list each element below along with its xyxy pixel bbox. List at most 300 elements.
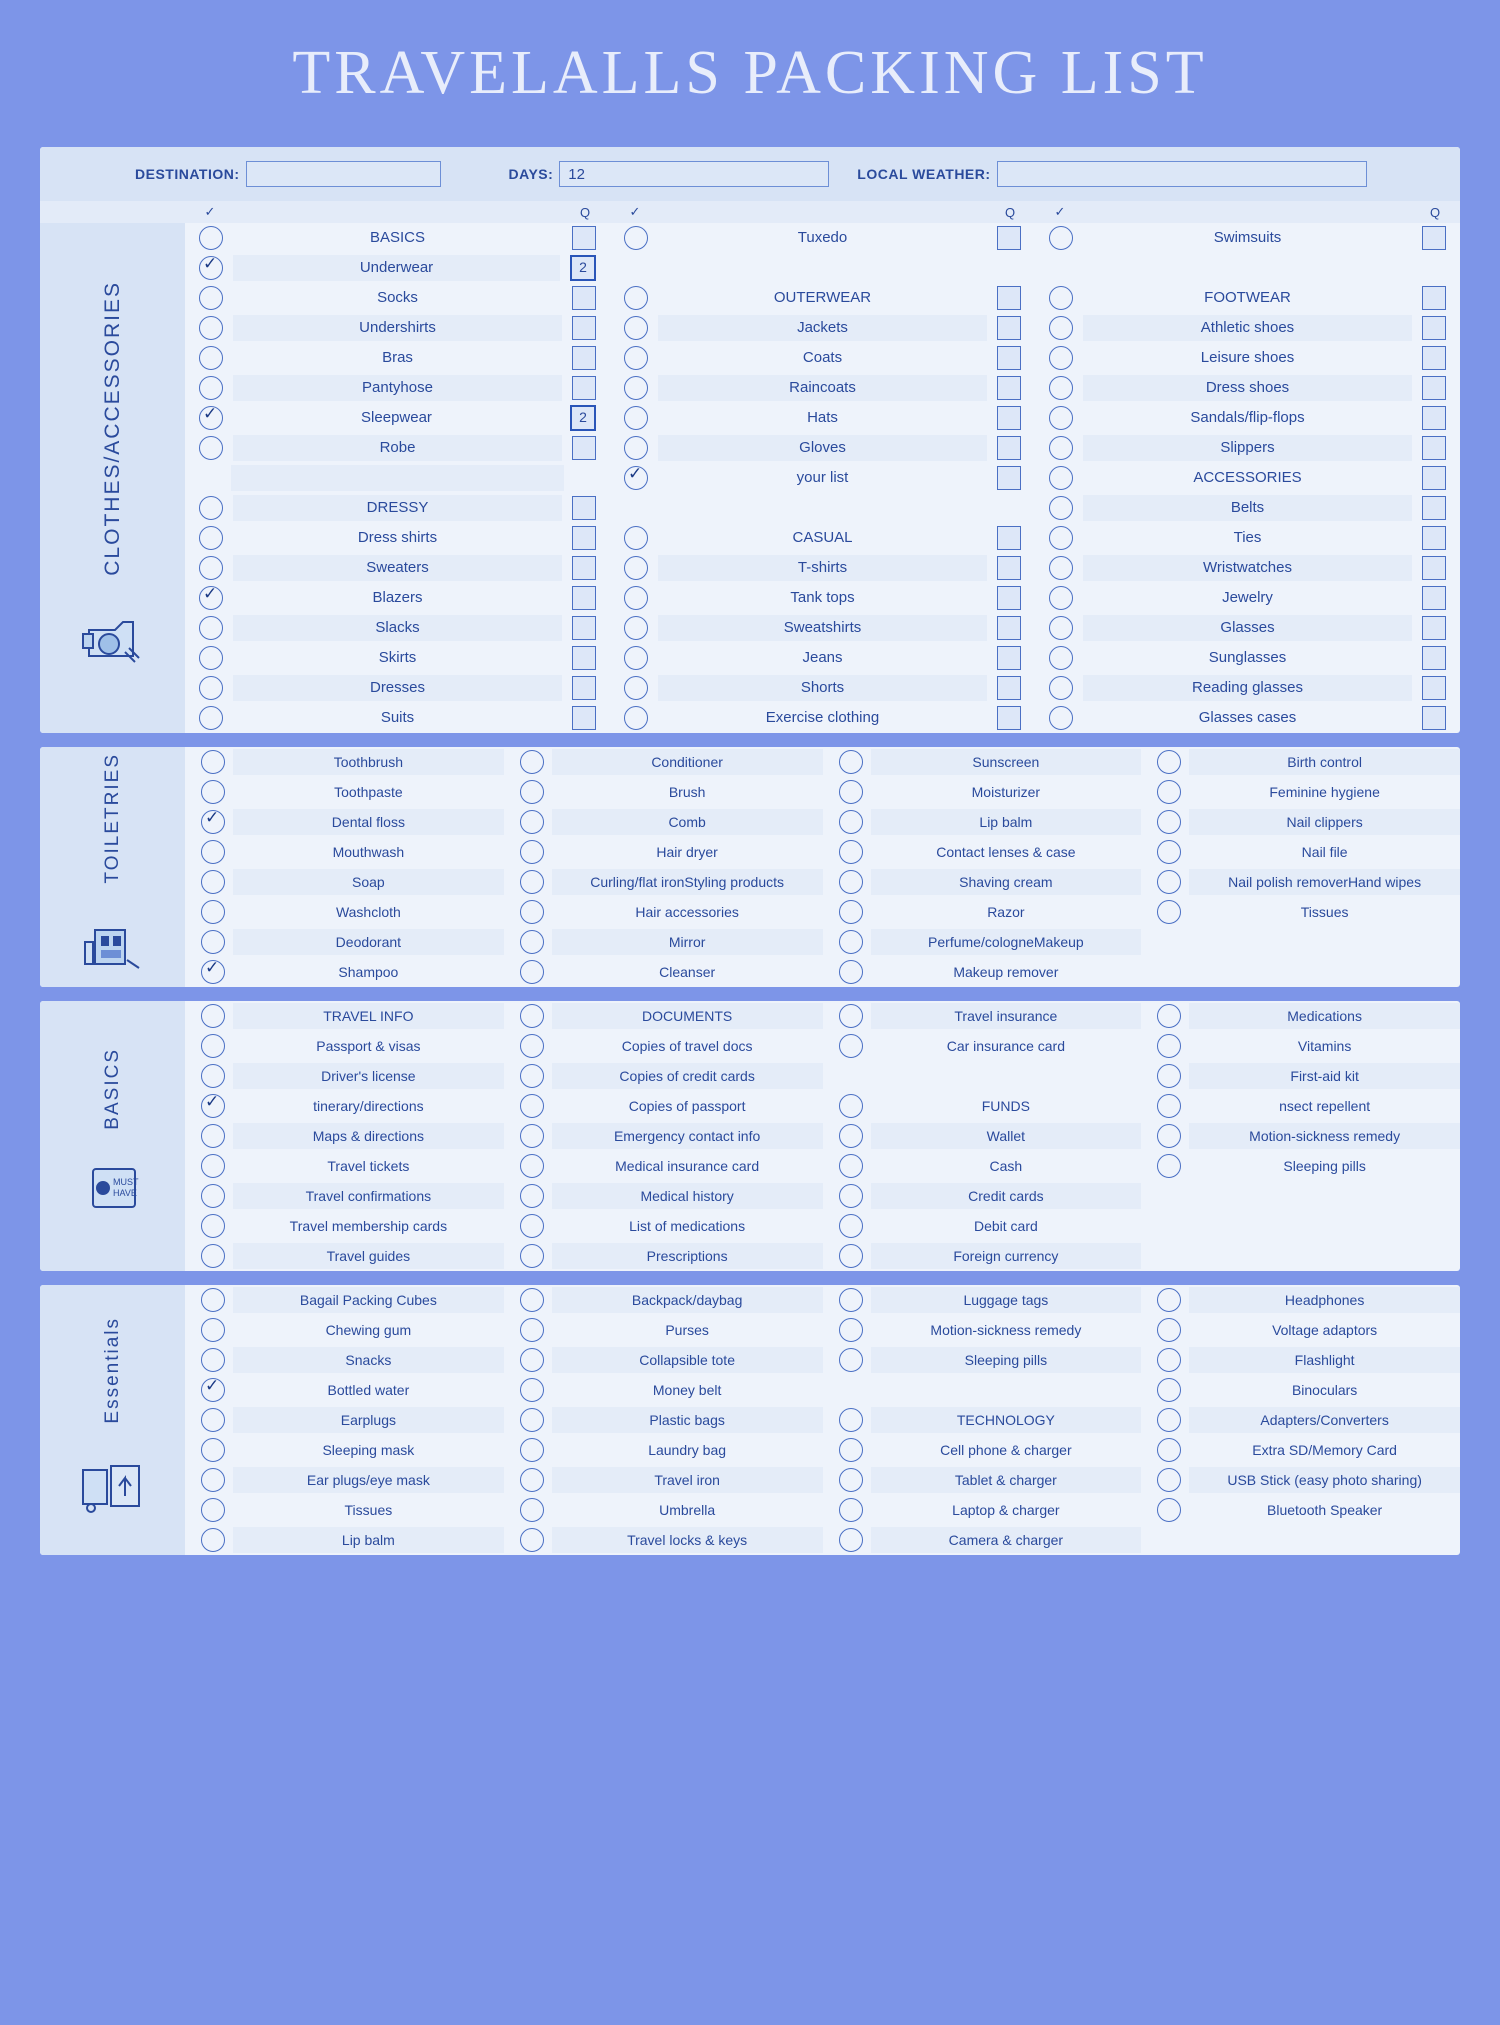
item-checkbox[interactable]: [1157, 780, 1181, 804]
item-quantity[interactable]: [997, 346, 1021, 370]
list-item: [185, 1405, 504, 1435]
item-label: Washcloth: [335, 904, 401, 920]
item-checkbox[interactable]: [1049, 316, 1073, 340]
item-label: BASICS: [369, 229, 426, 246]
item-label: Chewing gum: [325, 1322, 412, 1338]
item-quantity[interactable]: [1422, 406, 1446, 430]
item-checkbox[interactable]: [624, 646, 648, 670]
item-label: Skirts: [378, 649, 417, 666]
item-label: Comb: [552, 809, 823, 835]
item-checkbox[interactable]: [520, 1498, 544, 1522]
item-quantity[interactable]: [1422, 526, 1446, 550]
item-label: Foreign currency: [871, 1243, 1142, 1269]
destination-input[interactable]: [246, 161, 441, 187]
list-item: [1141, 1241, 1460, 1271]
item-checkbox[interactable]: [839, 1004, 863, 1028]
item-label: Travel tickets: [327, 1158, 410, 1174]
item-checkbox[interactable]: [624, 466, 648, 490]
item-label: Bras: [382, 349, 413, 366]
item-quantity[interactable]: [997, 556, 1021, 580]
item-checkbox[interactable]: [520, 1064, 544, 1088]
item-checkbox[interactable]: [839, 1348, 863, 1372]
weather-group: [857, 161, 1366, 187]
item-quantity[interactable]: [997, 706, 1021, 730]
list-item: [610, 493, 1035, 523]
item-checkbox[interactable]: [839, 1468, 863, 1492]
item-checkbox[interactable]: [520, 1348, 544, 1372]
item-quantity[interactable]: [997, 466, 1021, 490]
section-column: [823, 1285, 1142, 1555]
item-checkbox[interactable]: [839, 1318, 863, 1342]
item-checkbox[interactable]: [839, 1184, 863, 1208]
item-quantity[interactable]: [1422, 706, 1446, 730]
item-checkbox[interactable]: [1049, 706, 1073, 730]
item-checkbox[interactable]: [1157, 1154, 1181, 1178]
item-checkbox[interactable]: [201, 750, 225, 774]
item-quantity[interactable]: [572, 586, 596, 610]
item-quantity[interactable]: [1422, 616, 1446, 640]
item-checkbox[interactable]: [199, 436, 223, 460]
item-checkbox[interactable]: [520, 780, 544, 804]
item-quantity[interactable]: [572, 526, 596, 550]
list-item: [504, 1001, 823, 1031]
item-checkbox[interactable]: [201, 1378, 225, 1402]
item-checkbox[interactable]: [1049, 646, 1073, 670]
item-label: ACCESSORIES: [1193, 469, 1302, 486]
item-checkbox[interactable]: [199, 256, 223, 280]
item-checkbox[interactable]: [520, 1438, 544, 1462]
item-checkbox[interactable]: [201, 810, 225, 834]
item-checkbox[interactable]: [201, 1034, 225, 1058]
item-checkbox[interactable]: [1157, 1378, 1181, 1402]
list-item: [823, 1465, 1142, 1495]
weather-label: LOCAL WEATHER:: [857, 166, 991, 182]
item-label: Conditioner: [552, 749, 823, 775]
item-checkbox[interactable]: [199, 226, 223, 250]
item-checkbox[interactable]: [1049, 676, 1073, 700]
list-item: [504, 1211, 823, 1241]
item-checkbox[interactable]: [839, 1408, 863, 1432]
item-label: Belts: [1083, 495, 1412, 521]
item-checkbox[interactable]: [201, 1004, 225, 1028]
item-quantity[interactable]: [1422, 316, 1446, 340]
item-checkbox[interactable]: [624, 346, 648, 370]
item-label: Gloves: [658, 435, 987, 461]
item-checkbox[interactable]: [1049, 286, 1073, 310]
item-checkbox[interactable]: [520, 1004, 544, 1028]
list-item: [1141, 867, 1460, 897]
item-checkbox[interactable]: [201, 870, 225, 894]
item-checkbox[interactable]: [1157, 1318, 1181, 1342]
item-checkbox[interactable]: [201, 1184, 225, 1208]
list-item: [185, 703, 610, 733]
item-label: Birth control: [1189, 749, 1460, 775]
list-item: [185, 1031, 504, 1061]
item-checkbox[interactable]: [199, 616, 223, 640]
item-checkbox[interactable]: [1157, 1124, 1181, 1148]
item-quantity[interactable]: [1422, 226, 1446, 250]
item-label: Travel insurance: [871, 1003, 1142, 1029]
list-item: [823, 957, 1142, 987]
item-checkbox[interactable]: [201, 1154, 225, 1178]
item-checkbox[interactable]: [839, 1498, 863, 1522]
item-checkbox[interactable]: [520, 1154, 544, 1178]
item-quantity[interactable]: [1422, 646, 1446, 670]
item-quantity[interactable]: [572, 646, 596, 670]
item-checkbox[interactable]: [199, 496, 223, 520]
item-checkbox[interactable]: [520, 960, 544, 984]
item-checkbox[interactable]: [520, 1408, 544, 1432]
item-label: Earplugs: [233, 1407, 504, 1433]
item-checkbox[interactable]: [1157, 1468, 1181, 1492]
list-item: [185, 777, 504, 807]
list-item: [185, 1495, 504, 1525]
list-item: [610, 523, 1035, 553]
item-checkbox[interactable]: [199, 346, 223, 370]
item-checkbox[interactable]: [839, 1528, 863, 1552]
list-item: [1141, 1495, 1460, 1525]
item-checkbox[interactable]: [1157, 1064, 1181, 1088]
list-item: [823, 1181, 1142, 1211]
list-item: [610, 343, 1035, 373]
item-label: your list: [796, 469, 849, 486]
item-quantity[interactable]: [1422, 676, 1446, 700]
section-column: [504, 1285, 823, 1555]
item-quantity[interactable]: [997, 436, 1021, 460]
item-checkbox[interactable]: [1049, 226, 1073, 250]
item-checkbox[interactable]: [520, 1244, 544, 1268]
item-checkbox[interactable]: [1157, 840, 1181, 864]
item-checkbox[interactable]: [1157, 870, 1181, 894]
days-input[interactable]: [559, 161, 829, 187]
item-quantity[interactable]: [1422, 286, 1446, 310]
item-checkbox[interactable]: [1157, 900, 1181, 924]
list-item: [185, 837, 504, 867]
item-label: Camera & charger: [871, 1527, 1142, 1553]
item-checkbox[interactable]: [624, 286, 648, 310]
item-label: Dental floss: [233, 809, 504, 835]
item-checkbox[interactable]: [624, 376, 648, 400]
item-checkbox[interactable]: [520, 1184, 544, 1208]
item-quantity[interactable]: [997, 406, 1021, 430]
weather-input[interactable]: [997, 161, 1367, 187]
item-checkbox[interactable]: [839, 960, 863, 984]
legend-qty-mark: Q: [579, 204, 591, 220]
list-item: [185, 283, 610, 313]
item-checkbox[interactable]: [1049, 616, 1073, 640]
item-checkbox[interactable]: [201, 1288, 225, 1312]
list-item: [610, 583, 1035, 613]
item-checkbox[interactable]: [1049, 556, 1073, 580]
item-checkbox[interactable]: [624, 586, 648, 610]
item-checkbox[interactable]: [201, 1064, 225, 1088]
item-checkbox[interactable]: [201, 1124, 225, 1148]
item-checkbox[interactable]: [199, 316, 223, 340]
item-checkbox[interactable]: [199, 556, 223, 580]
item-label: Undershirts: [233, 315, 562, 341]
item-checkbox[interactable]: [1157, 1094, 1181, 1118]
item-quantity[interactable]: [572, 376, 596, 400]
item-quantity[interactable]: [997, 616, 1021, 640]
item-checkbox[interactable]: [624, 706, 648, 730]
item-checkbox[interactable]: [199, 586, 223, 610]
item-label: Copies of passport: [628, 1098, 746, 1114]
essentials-section-label: Essentials: [101, 1317, 123, 1424]
item-checkbox[interactable]: [1049, 526, 1073, 550]
item-label: Contact lenses & case: [936, 844, 1076, 860]
item-quantity[interactable]: [997, 586, 1021, 610]
item-checkbox[interactable]: [199, 526, 223, 550]
item-quantity[interactable]: [1422, 346, 1446, 370]
item-checkbox[interactable]: [520, 750, 544, 774]
list-item: [504, 1241, 823, 1271]
item-label: Slacks: [233, 615, 562, 641]
item-checkbox[interactable]: [201, 780, 225, 804]
item-checkbox[interactable]: [1157, 1438, 1181, 1462]
item-checkbox[interactable]: [624, 226, 648, 250]
item-checkbox[interactable]: [201, 1438, 225, 1462]
list-item: [823, 1001, 1142, 1031]
list-item: [185, 433, 610, 463]
item-quantity[interactable]: [572, 616, 596, 640]
days-group: [509, 161, 830, 187]
item-quantity[interactable]: [997, 316, 1021, 340]
list-item: [504, 1495, 823, 1525]
item-checkbox[interactable]: [201, 1348, 225, 1372]
item-quantity[interactable]: [572, 706, 596, 730]
list-item: [1141, 1345, 1460, 1375]
item-checkbox[interactable]: [201, 1214, 225, 1238]
item-checkbox[interactable]: [201, 1528, 225, 1552]
svg-text:MUST: MUST: [112, 1177, 138, 1188]
item-checkbox[interactable]: [1157, 810, 1181, 834]
item-checkbox[interactable]: [201, 1408, 225, 1432]
item-label: Copies of credit cards: [552, 1063, 823, 1089]
item-quantity[interactable]: [997, 226, 1021, 250]
clothes-column: [185, 223, 610, 733]
luggage-icon: [77, 1456, 149, 1523]
item-checkbox[interactable]: [1049, 346, 1073, 370]
item-checkbox[interactable]: [520, 1318, 544, 1342]
item-quantity[interactable]: [997, 676, 1021, 700]
list-item: [610, 433, 1035, 463]
list-item: [504, 897, 823, 927]
item-checkbox[interactable]: [520, 930, 544, 954]
list-item: [823, 1211, 1142, 1241]
list-item: [1035, 553, 1460, 583]
item-checkbox[interactable]: [839, 1094, 863, 1118]
item-quantity[interactable]: 2: [570, 255, 596, 281]
item-quantity[interactable]: [572, 436, 596, 460]
item-checkbox[interactable]: [839, 870, 863, 894]
item-quantity[interactable]: [572, 676, 596, 700]
item-checkbox[interactable]: [1049, 376, 1073, 400]
item-label: Flashlight: [1189, 1347, 1460, 1373]
section-column: [185, 747, 504, 987]
item-checkbox[interactable]: [1157, 1034, 1181, 1058]
item-checkbox[interactable]: [199, 646, 223, 670]
item-checkbox[interactable]: [624, 676, 648, 700]
item-checkbox[interactable]: [520, 870, 544, 894]
item-quantity[interactable]: [997, 376, 1021, 400]
item-label: Nail polish removerHand wipes: [1189, 869, 1460, 895]
item-checkbox[interactable]: [201, 960, 225, 984]
item-checkbox[interactable]: [624, 316, 648, 340]
item-quantity[interactable]: 2: [570, 405, 596, 431]
item-checkbox[interactable]: [624, 616, 648, 640]
item-checkbox[interactable]: [624, 556, 648, 580]
item-label: Mouthwash: [332, 844, 405, 860]
list-item: [610, 313, 1035, 343]
item-label: Emergency contact info: [552, 1123, 823, 1149]
list-item: [1035, 313, 1460, 343]
item-checkbox[interactable]: [1049, 436, 1073, 460]
item-checkbox[interactable]: [1049, 586, 1073, 610]
item-quantity[interactable]: [572, 496, 596, 520]
item-checkbox[interactable]: [201, 900, 225, 924]
item-checkbox[interactable]: [839, 1244, 863, 1268]
list-item: [1141, 897, 1460, 927]
item-quantity[interactable]: [997, 646, 1021, 670]
item-checkbox[interactable]: [520, 1288, 544, 1312]
item-checkbox[interactable]: [1049, 496, 1073, 520]
item-label: Laptop & charger: [952, 1502, 1060, 1518]
item-checkbox[interactable]: [839, 900, 863, 924]
item-checkbox[interactable]: [520, 900, 544, 924]
item-quantity[interactable]: [1422, 436, 1446, 460]
item-label: Leisure shoes: [1200, 349, 1295, 366]
item-label: USB Stick (easy photo sharing): [1189, 1467, 1460, 1493]
item-checkbox[interactable]: [520, 1124, 544, 1148]
item-quantity[interactable]: [997, 286, 1021, 310]
item-checkbox[interactable]: [201, 1498, 225, 1522]
item-label: Lip balm: [871, 809, 1142, 835]
item-checkbox[interactable]: [839, 750, 863, 774]
item-quantity[interactable]: [572, 316, 596, 340]
item-label: Extra SD/Memory Card: [1252, 1442, 1397, 1458]
item-checkbox[interactable]: [1157, 1004, 1181, 1028]
item-checkbox[interactable]: [201, 840, 225, 864]
item-checkbox[interactable]: [839, 930, 863, 954]
basics-section-label: BASICS: [101, 1047, 123, 1130]
toiletries-section-label: TOILETRIES: [101, 753, 123, 884]
item-checkbox[interactable]: [624, 436, 648, 460]
item-label: Medical history: [552, 1183, 823, 1209]
item-quantity[interactable]: [1422, 556, 1446, 580]
item-label: Robe: [233, 435, 562, 461]
item-label: Feminine hygiene: [1269, 784, 1380, 800]
list-item: [185, 223, 610, 253]
item-checkbox[interactable]: [839, 810, 863, 834]
item-quantity[interactable]: [1422, 466, 1446, 490]
destination-group: [135, 161, 441, 187]
item-quantity[interactable]: [1422, 376, 1446, 400]
item-label: CASUAL: [792, 529, 853, 546]
page-title: TRAVELALLS PACKING LIST: [292, 39, 1208, 107]
list-item: [185, 553, 610, 583]
item-checkbox[interactable]: [624, 406, 648, 430]
item-checkbox[interactable]: [520, 1378, 544, 1402]
item-checkbox[interactable]: [201, 1468, 225, 1492]
item-checkbox[interactable]: [199, 406, 223, 430]
list-item: [1141, 1315, 1460, 1345]
item-label: Ties: [1233, 529, 1262, 546]
clothes-column: [610, 223, 1035, 733]
clothes-sidebar: [40, 223, 185, 733]
list-item: [823, 837, 1142, 867]
item-checkbox[interactable]: [1157, 1348, 1181, 1372]
item-checkbox[interactable]: [1049, 466, 1073, 490]
list-item: [1141, 1375, 1460, 1405]
item-checkbox[interactable]: [520, 1094, 544, 1118]
clothes-section-label: CLOTHES/ACCESSORIES: [100, 281, 124, 576]
item-checkbox[interactable]: [839, 1154, 863, 1178]
list-item: [610, 283, 1035, 313]
list-item: [823, 897, 1142, 927]
item-checkbox[interactable]: [520, 1034, 544, 1058]
item-checkbox[interactable]: [199, 706, 223, 730]
list-item: [504, 1091, 823, 1121]
item-checkbox[interactable]: [624, 526, 648, 550]
item-checkbox[interactable]: [1157, 1288, 1181, 1312]
item-checkbox[interactable]: [839, 780, 863, 804]
item-checkbox[interactable]: [1157, 750, 1181, 774]
item-quantity[interactable]: [1422, 496, 1446, 520]
item-checkbox[interactable]: [1049, 406, 1073, 430]
item-checkbox[interactable]: [199, 286, 223, 310]
item-quantity[interactable]: [997, 526, 1021, 550]
item-checkbox[interactable]: [520, 1528, 544, 1552]
list-item: [185, 1001, 504, 1031]
item-quantity[interactable]: [572, 226, 596, 250]
item-checkbox[interactable]: [201, 1094, 225, 1118]
item-checkbox[interactable]: [199, 676, 223, 700]
item-checkbox[interactable]: [839, 1214, 863, 1238]
item-checkbox[interactable]: [520, 1468, 544, 1492]
item-label: Snacks: [233, 1347, 504, 1373]
item-checkbox[interactable]: [839, 840, 863, 864]
item-checkbox[interactable]: [201, 1244, 225, 1268]
item-checkbox[interactable]: [201, 930, 225, 954]
item-checkbox[interactable]: [520, 1214, 544, 1238]
item-checkbox[interactable]: [1157, 1498, 1181, 1522]
item-label: Coats: [802, 349, 843, 366]
list-item: [1035, 643, 1460, 673]
item-label: DOCUMENTS: [552, 1003, 823, 1029]
item-label: Sweaters: [233, 555, 562, 581]
item-quantity[interactable]: [572, 556, 596, 580]
list-item: [185, 1241, 504, 1271]
item-label: Copies of travel docs: [621, 1038, 753, 1054]
item-checkbox[interactable]: [839, 1034, 863, 1058]
list-item: [823, 1345, 1142, 1375]
item-quantity[interactable]: [572, 346, 596, 370]
item-checkbox[interactable]: [839, 1124, 863, 1148]
list-item: [1035, 493, 1460, 523]
item-checkbox[interactable]: [201, 1318, 225, 1342]
item-checkbox[interactable]: [199, 376, 223, 400]
item-quantity[interactable]: [572, 286, 596, 310]
item-checkbox[interactable]: [520, 840, 544, 864]
item-checkbox[interactable]: [839, 1438, 863, 1462]
basics-columns: [185, 1001, 1460, 1271]
list-item: [1141, 927, 1460, 957]
svg-text:HAVE: HAVE: [112, 1188, 137, 1199]
item-quantity[interactable]: [1422, 586, 1446, 610]
item-checkbox[interactable]: [520, 810, 544, 834]
item-checkbox[interactable]: [839, 1288, 863, 1312]
item-checkbox[interactable]: [1157, 1408, 1181, 1432]
